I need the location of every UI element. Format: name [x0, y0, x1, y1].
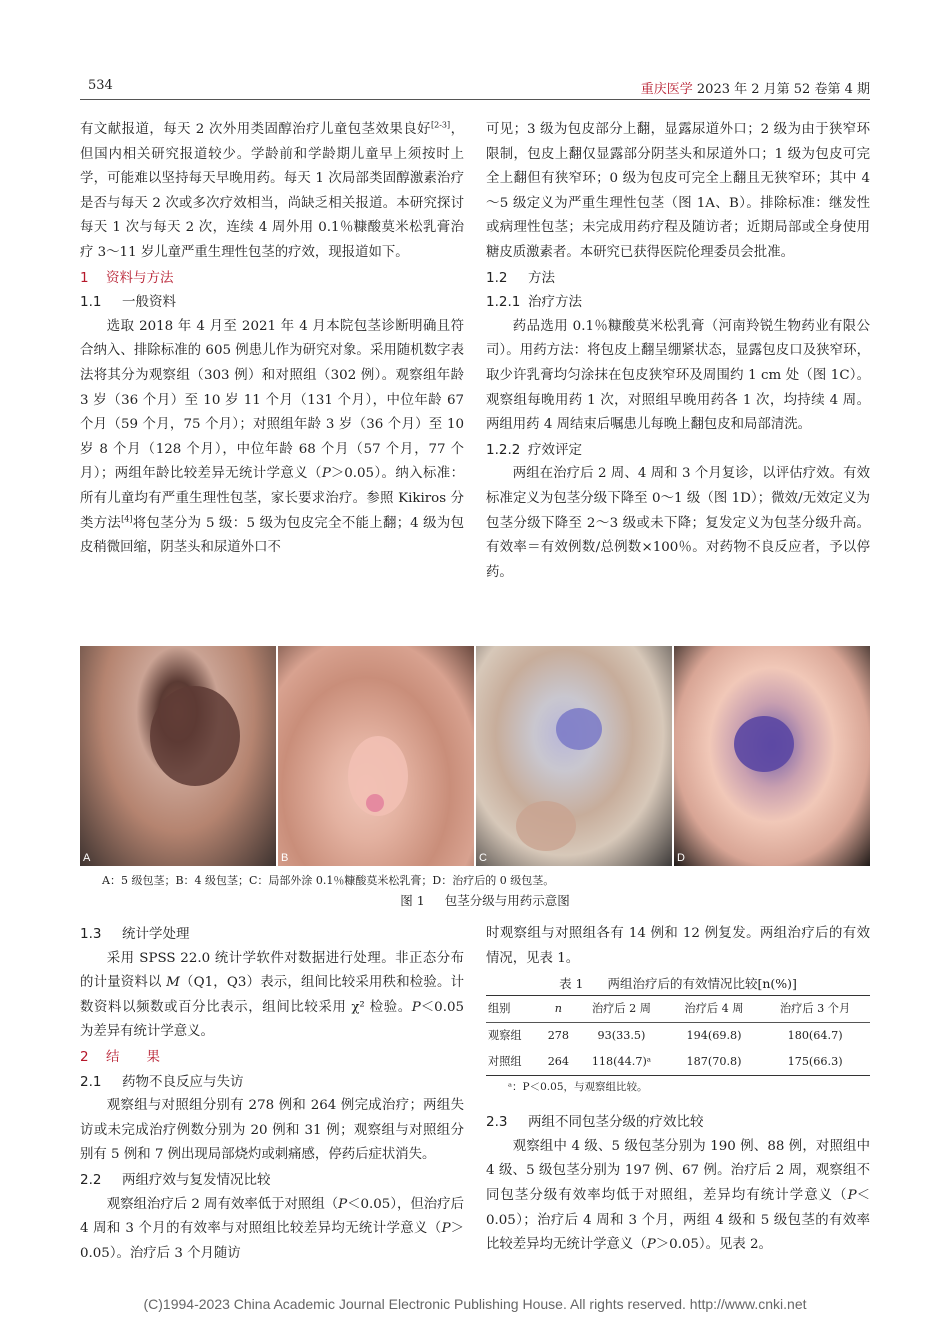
table-cell: 118(44.7)ᵃ [575, 1049, 668, 1076]
statistics-paragraph: 采用 SPSS 22.0 统计学软件对数据进行处理。非正态分布的计量资料以 M（Q1，Q3）表示，组间比较采用秩和检验。计数资料以频数或百分比表示，组间比较采用 χ² 检验。P＜0.05 为差异有统计学意义。 [80, 950, 464, 1040]
table-header-cell: 组别 [486, 996, 542, 1023]
right-column-bottom [486, 922, 870, 1258]
adverse-paragraph: 观察组与对照组分别有 278 例和 264 例完成治疗；两组失访或未完成治疗例数分别为 20 例和 31 例；观察组与对照组分别有 5 例和 7 例出现局部烧灼或刺痛感，停药后症状消失。 [80, 1098, 464, 1163]
journal-name: 重庆医学 [640, 82, 693, 97]
header-rule [80, 99, 870, 100]
panel-label: D [677, 852, 685, 864]
table-header-cell: 治疗后 2 周 [575, 996, 668, 1023]
table-header-cell: 治疗后 3 个月 [760, 996, 870, 1023]
table-cell: 264 [542, 1049, 575, 1076]
subsection-heading: 1.2 方法 [486, 269, 555, 286]
section-heading: 2 结 果 [80, 1048, 160, 1065]
panel-label: C [479, 852, 487, 864]
left-column-bottom [80, 922, 464, 1266]
section-heading: 1 资料与方法 [80, 269, 174, 286]
table-cell: 278 [547, 1029, 570, 1043]
grade-paragraph: 观察组中 4 级、5 级包茎分别为 190 例、88 例，对照组中 4 级、5 级包茎分别为 197 例、67 例。治疗后 2 周，观察组不同包茎分级有效率均低于对照组，差异均有统计学意义（P＜0.05）；治疗后 4 周和 3 个月，两组 4 级和 5 级包茎的有效率比较差异均无统计学意义（P＞0.05）。见表 2。 [486, 1138, 870, 1253]
table-cell: 194(69.8) [686, 1029, 742, 1043]
photo-panel-d [674, 646, 870, 866]
panel-label: B [281, 852, 289, 864]
table-cell: 观察组 [488, 1029, 522, 1043]
table-cell: 187(70.8) [668, 1049, 760, 1076]
page-number: 534 [88, 78, 113, 93]
figure-caption: 图 1 包茎分级与用药示意图 [400, 893, 570, 908]
classification-paragraph: 可见；3 级为包皮部分上翻，显露尿道外口；2 级为由于狭窄环限制，包皮上翻仅显露部分阴茎头和尿道外口；1 级为包皮可完全上翻但有狭窄环；0 级为包皮可完全上翻且无狭窄环；其中 4～5 级定义为严重生理性包茎（图 1A、B）。排除标准：继发性或病理性包茎；未完成用药疗程及随访者；近期局部或全身使用糖皮质激素者。本研究已获得医院伦理委员会批准。 [486, 122, 870, 260]
efficacy-paragraph: 观察组治疗后 2 周有效率低于对照组（P＜0.05），但治疗后 4 周和 3 个月的有效率与对照组比较差异均无统计学意义（P＞0.05）。治疗后 3 个月随访 [80, 1196, 464, 1261]
running-header [641, 78, 870, 97]
subsection-heading: 2.3 两组不同包茎分级的疗效比较 [486, 1114, 704, 1131]
subsection-heading: 1.3 统计学处理 [80, 926, 190, 942]
photo-panel-b [278, 646, 474, 866]
table-title: 表 1 两组治疗后的有效情况比较[n(%)] [559, 976, 797, 992]
photo-panel-c [476, 646, 672, 866]
table-header-cell: 治疗后 4 周 [668, 996, 760, 1023]
table-cell: 180(64.7) [787, 1029, 843, 1043]
subsubsection-heading: 1.2.1 治疗方法 [486, 294, 582, 311]
photo-panel-a [80, 646, 276, 866]
table-cell: 175(66.3) [760, 1049, 870, 1076]
recurrence-paragraph: 时观察组与对照组各有 14 例和 12 例复发。两组治疗后的有效情况，见表 1。 [486, 926, 870, 966]
figure-1 [80, 646, 870, 866]
journal-issue: 2023 年 2 月第 52 卷第 4 期 [692, 82, 870, 97]
copyright-footer: (C)1994-2023 China Academic Journal Electronic Publishing House. All rights reserved. http://www.cnki.net [143, 1296, 807, 1312]
method-paragraph: 药品选用 0.1％糠酸莫米松乳膏（河南羚锐生物药业有限公司）。用药方法：将包皮上翻呈绷紧状态，显露包皮口及狭窄环，取少许乳膏均匀涂抹在包皮狭窄环及周围约 1 cm 处（图 1C）。观察组每晚用药 1 次，对照组早晚用药各 1 次，均持续 4 周。两组用药 4 周结束后嘱患儿每晚上翻包皮和局部清洗。 [486, 318, 870, 433]
citation: [2-3] [431, 120, 451, 130]
figure-legend: A：5 级包茎；B：4 级包茎；C：局部外涂 0.1％糠酸莫米松乳膏；D：治疗后的 0 级包茎。 [102, 874, 555, 887]
subsection-heading: 2.2 两组疗效与复发情况比较 [80, 1171, 271, 1188]
table-header-row [486, 996, 870, 1023]
left-column-top [80, 118, 464, 561]
table-cell: 93(33.5) [597, 1029, 646, 1043]
results-table [486, 995, 870, 1076]
evaluation-paragraph: 两组在治疗后 2 周、4 周和 3 个月复诊，以评估疗效。有效标准定义为包茎分级下降至 0～1 级（图 1D）；微效/无效定义为包茎分级下降至 2～3 级或未下降；复发定义为包茎分级升高。有效率＝有效例数/总例数×100％。对药物不良反应者，予以停药。 [486, 466, 870, 580]
subsection-heading: 1.1 一般资料 [80, 294, 176, 311]
intro-paragraph: 有文献报道，每天 2 次外用类固醇治疗儿童包茎效果良好[2-3]，但国内相关研究报道较少。学龄前和学龄期儿童早上须按时上学，可能难以坚持每天早晚用药。每天 1 次局部类固醇激素治疗是否与每天 2 次或多次疗效相当，尚缺乏相关报道。本研究探讨每天 1 次与每天 2 次，连续 4 周外用 0.1％糠酸莫米松乳膏治疗 3～11 岁儿童严重生理性包茎的疗效，现报道如下。 [80, 120, 464, 260]
table-row [486, 1023, 870, 1050]
panel-label: A [83, 852, 91, 864]
subsection-heading: 2.1 药物不良反应与失访 [80, 1073, 244, 1090]
subsubsection-heading: 1.2.2 疗效评定 [486, 441, 582, 458]
citation: [4] [121, 514, 133, 524]
table-cell: 对照组 [486, 1049, 542, 1076]
table-row [486, 1049, 870, 1076]
table-header-cell: n [542, 996, 575, 1023]
general-data-paragraph: 选取 2018 年 4 月至 2021 年 4 月本院包茎诊断明确且符合纳入、排除标准的 605 例患儿作为研究对象。采用随机数字表法将其分为观察组（303 例）和对照组（302 例）。观察组年龄 3 岁（36 个月）至 10 岁 11 个月（131 个月），中位年龄 67 个月（59 个月，75 个月）；对照组年龄 3 岁（36 个月）至 10 岁 8 个月（128 个月），中位年龄 68 个月（57 个月，77 个月）；两组年龄比较差异无统计学意义（P＞0.05）。纳入标准：所有儿童均有严重生理性包茎，家长要求治疗。参照 Kikiros 分类方法[4]将包茎分为 5 级：5 级为包皮完全不能上翻；4 级为包皮稍微回缩，阴茎头和尿道外口不 [80, 318, 464, 556]
right-column-top [486, 118, 870, 585]
table-note: ᵃ：P＜0.05，与观察组比较。 [508, 1081, 648, 1094]
